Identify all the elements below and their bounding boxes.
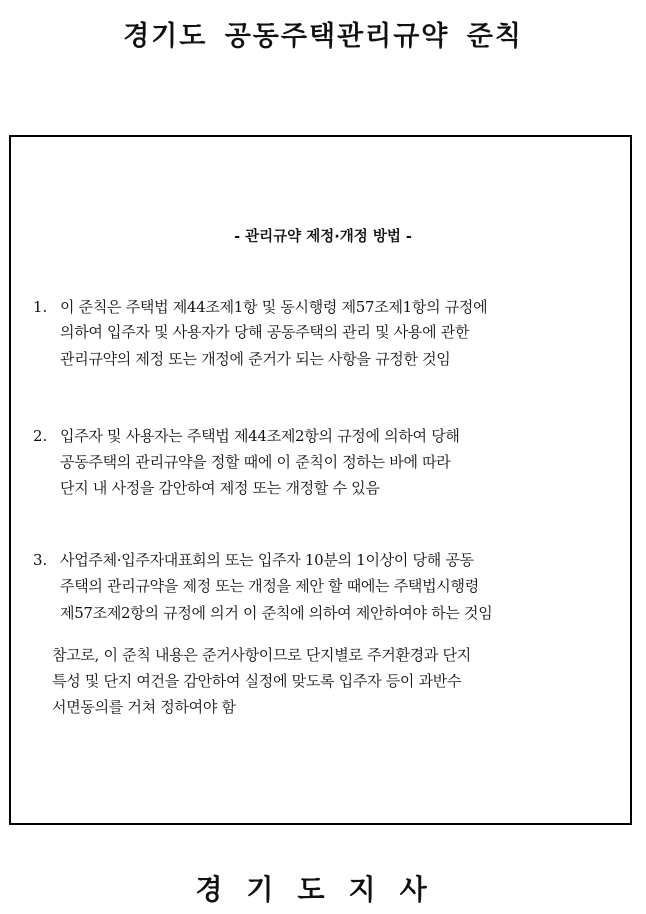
item-2-number: 2.: [33, 427, 48, 445]
item-1-line-2: 의하여 입주자 및 사용자가 당해 공동주택의 관리 및 사용에 관한: [60, 323, 470, 341]
item-1-line-3: 관리규약의 제정 또는 개정에 준거가 되는 사항을 규정한 것임: [60, 350, 451, 368]
item-3-line-1: 사업주체·입주자대표회의 또는 입주자 10분의 1이상이 당해 공동: [60, 551, 474, 569]
note-line-2: 특성 및 단지 여건을 감안하여 실정에 맞도록 입주자 등이 과반수: [52, 672, 462, 690]
item-3-number: 3.: [33, 551, 48, 569]
item-2-line-2: 공동주택의 관리규약을 정할 때에 이 준칙이 정하는 바에 따라: [60, 453, 451, 471]
item-3-line-3: 제57조제2항의 규정에 의거 이 준칙에 의하여 제안하여야 하는 것임: [60, 604, 493, 622]
note-line-3: 서면동의를 거쳐 정하여야 함: [52, 698, 236, 716]
note-line-1: 참고로, 이 준칙 내용은 준거사항이므로 단지별로 주거환경과 단지: [52, 646, 471, 664]
item-2-line-1: 입주자 및 사용자는 주택법 제44조제2항의 규정에 의하여 당해: [60, 427, 460, 445]
item-2-line-3: 단지 내 사정을 감안하여 제정 또는 개정할 수 있음: [60, 479, 380, 497]
item-1-number: 1.: [33, 298, 48, 316]
issuer-signature: 경기도지사: [195, 873, 451, 906]
item-3-line-2: 주택의 관리규약을 제정 또는 개정을 제안 할 때에는 주택법시행령: [60, 577, 479, 595]
section-subtitle: - 관리규약 제정·개정 방법 -: [234, 229, 412, 245]
item-1-line-1: 이 준칙은 주택법 제44조제1항 및 동시행령 제57조제1항의 규정에: [60, 298, 488, 316]
document-title: 경기도 공동주택관리규약 준칙: [123, 21, 523, 52]
